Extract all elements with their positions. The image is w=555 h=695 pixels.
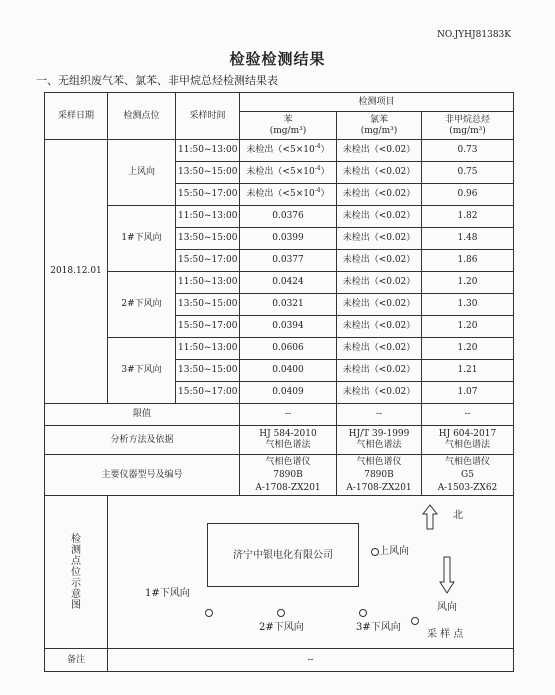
sampling-time: 13:50~15:00 (176, 162, 240, 184)
chlorobenzene-value: 未检出（<0.02） (337, 338, 422, 360)
benzene-value: 0.0399 (240, 228, 337, 250)
sampling-point: 2#下风向 (108, 272, 176, 338)
remark-label: 备注 (45, 649, 108, 672)
benzene-value: 0.0409 (240, 382, 337, 404)
remark-row (45, 649, 514, 672)
instrument-chlorobenzene: 气相色谱仪 7890B A-1708-ZX201 (337, 455, 422, 496)
legend-sample-point-label: 采 样 点 (427, 629, 464, 640)
benzene-value: 未检出$(<5\times 10^{-4})$ (240, 162, 337, 184)
chlorobenzene-value: 未检出（<0.02） (337, 184, 422, 206)
page-title: 检验检测结果 (229, 50, 326, 68)
sampling-time: 15:50~17:00 (176, 184, 240, 206)
header-date: 采样日期 (45, 93, 108, 140)
document-number: NO.JYHJ81383K (437, 30, 511, 40)
benzene-value: 未检出$(<5\times 10^{-4})$ (240, 140, 337, 162)
downwind-1-label: 1#下风向 (145, 588, 190, 599)
sampling-time: 11:50~13:00 (176, 206, 240, 228)
method-nmhc: HJ 604-2017 气相色谱法 (422, 426, 514, 455)
chlorobenzene-value: 未检出（<0.02） (337, 382, 422, 404)
sampling-point: 3#下风向 (108, 338, 176, 404)
instrument-benzene: 气相色谱仪 7890B A-1708-ZX201 (240, 455, 337, 496)
sampling-point: 1#下风向 (108, 206, 176, 272)
sampling-time: 15:50~17:00 (176, 382, 240, 404)
downwind-1-point-icon (205, 609, 213, 617)
wind-direction-arrow-icon (439, 556, 455, 594)
limit-row (45, 404, 514, 426)
table-row (45, 140, 514, 162)
chlorobenzene-value: 未检出（<0.02） (337, 250, 422, 272)
nmhc-value: 1.21 (422, 360, 514, 382)
nmhc-value: 1.48 (422, 228, 514, 250)
north-label: 北 (453, 510, 463, 521)
table-row (45, 338, 514, 360)
method-benzene: HJ 584-2010 气相色谱法 (240, 426, 337, 455)
sampling-time: 15:50~17:00 (176, 250, 240, 272)
chlorobenzene-value: 未检出（<0.02） (337, 272, 422, 294)
sampling-time: 11:50~13:00 (176, 140, 240, 162)
limit-chlorobenzene: -- (337, 404, 422, 426)
chlorobenzene-value: 未检出（<0.02） (337, 360, 422, 382)
nmhc-value: 1.86 (422, 250, 514, 272)
benzene-value: 0.0321 (240, 294, 337, 316)
method-row (45, 426, 514, 455)
downwind-2-label: 2#下风向 (259, 622, 304, 633)
results-table (44, 92, 514, 672)
nmhc-value: 1.82 (422, 206, 514, 228)
north-arrow-icon (422, 504, 438, 530)
sampling-time: 13:50~15:00 (176, 294, 240, 316)
benzene-value: 未检出$(<5\times 10^{-4})$ (240, 184, 337, 206)
nmhc-value: 1.30 (422, 294, 514, 316)
downwind-3-label: 3#下风向 (356, 622, 401, 633)
header-point: 检测点位 (108, 93, 176, 140)
nmhc-value: 0.96 (422, 184, 514, 206)
chlorobenzene-value: 未检出（<0.02） (337, 140, 422, 162)
benzene-value: 0.0400 (240, 360, 337, 382)
chlorobenzene-value: 未检出（<0.02） (337, 316, 422, 338)
limit-nmhc: -- (422, 404, 514, 426)
header-nmhc: 非甲烷总烃 (mg/m³) (422, 112, 514, 140)
chlorobenzene-value: 未检出（<0.02） (337, 294, 422, 316)
sampling-date: 2018.12.01 (45, 140, 108, 404)
benzene-value: 0.0394 (240, 316, 337, 338)
diagram-label: 检 测 点 位 示 意 图 (45, 496, 108, 649)
sampling-point-diagram (108, 496, 514, 649)
benzene-value: 0.0424 (240, 272, 337, 294)
company-building (207, 523, 359, 587)
limit-benzene: -- (240, 404, 337, 426)
sampling-time: 13:50~15:00 (176, 360, 240, 382)
header-chlorobenzene: 氯苯 (mg/m³) (337, 112, 422, 140)
nmhc-value: 0.73 (422, 140, 514, 162)
table-subtitle: 一、无组织废气苯、氯苯、非甲烷总烃检测结果表 (36, 74, 278, 87)
diagram-row (45, 496, 514, 649)
instrument-label: 主要仪器型号及编号 (45, 455, 240, 496)
sampling-point: 上风向 (108, 140, 176, 206)
benzene-value: 0.0377 (240, 250, 337, 272)
header-benzene: 苯 (mg/m³) (240, 112, 337, 140)
sampling-time: 15:50~17:00 (176, 316, 240, 338)
sampling-time: 11:50~13:00 (176, 338, 240, 360)
wind-direction-label: 风向 (437, 602, 457, 613)
data-rows (45, 140, 514, 404)
header-time: 采样时间 (176, 93, 240, 140)
method-label: 分析方法及依据 (45, 426, 240, 455)
table-row (45, 272, 514, 294)
benzene-value: 0.0606 (240, 338, 337, 360)
nmhc-value: 1.20 (422, 316, 514, 338)
limit-label: 限值 (45, 404, 240, 426)
company-name: 济宁中银电化有限公司 (233, 549, 333, 561)
instrument-row (45, 455, 514, 496)
legend-sample-point-icon (411, 617, 419, 625)
instrument-nmhc: 气相色谱仪 G5 A-1503-ZX62 (422, 455, 514, 496)
upwind-point-icon (371, 548, 379, 556)
downwind-3-point-icon (359, 609, 367, 617)
chlorobenzene-value: 未检出（<0.02） (337, 206, 422, 228)
sampling-time: 13:50~15:00 (176, 228, 240, 250)
method-chlorobenzene: HJ/T 39-1999 气相色谱法 (337, 426, 422, 455)
upwind-label: 上风向 (379, 546, 409, 557)
table-row (45, 206, 514, 228)
header-items: 检测项目 (240, 93, 514, 112)
nmhc-value: 0.75 (422, 162, 514, 184)
downwind-2-point-icon (277, 609, 285, 617)
remark-value: -- (108, 649, 514, 672)
nmhc-value: 1.20 (422, 338, 514, 360)
sampling-time: 11:50~13:00 (176, 272, 240, 294)
nmhc-value: 1.20 (422, 272, 514, 294)
nmhc-value: 1.07 (422, 382, 514, 404)
chlorobenzene-value: 未检出（<0.02） (337, 162, 422, 184)
benzene-value: 0.0376 (240, 206, 337, 228)
chlorobenzene-value: 未检出（<0.02） (337, 228, 422, 250)
